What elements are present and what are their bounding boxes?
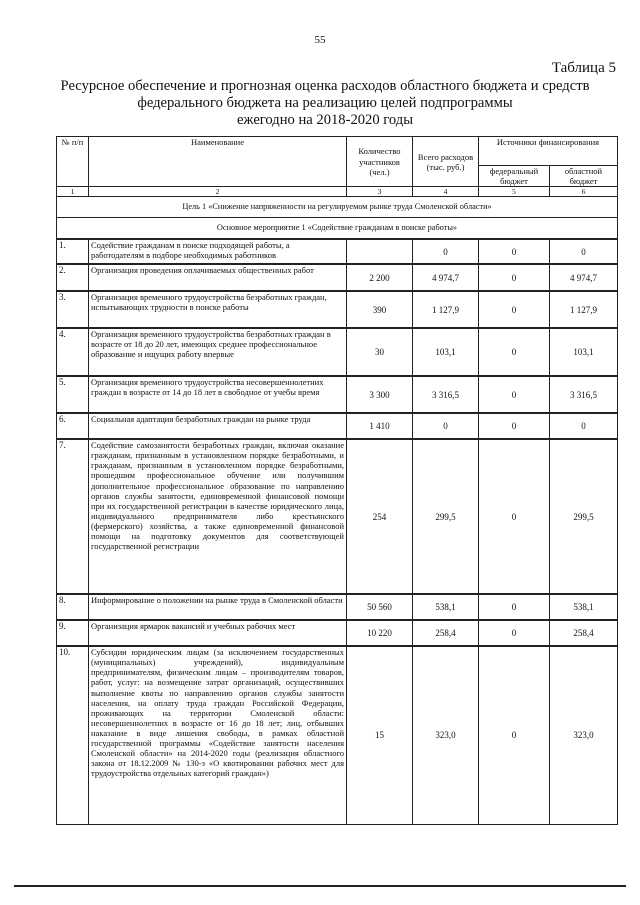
row-federal: 0 xyxy=(479,239,550,264)
row-total: 299,5 xyxy=(413,439,479,594)
row-total: 0 xyxy=(413,239,479,264)
row-federal: 0 xyxy=(479,264,550,291)
row-number: 2. xyxy=(57,264,89,291)
header-federal: федеральный бюджет xyxy=(479,166,550,187)
row-federal: 0 xyxy=(479,328,550,376)
row-total: 0 xyxy=(413,413,479,439)
row-name: Социальная адаптация безработных граждан на рынке труда xyxy=(89,413,347,439)
row-number: 3. xyxy=(57,291,89,328)
row-regional: 0 xyxy=(550,239,618,264)
row-regional: 3 316,5 xyxy=(550,376,618,413)
row-regional: 258,4 xyxy=(550,620,618,646)
column-number: 2 xyxy=(89,187,347,197)
row-name: Организация временного трудоустройства несовершеннолетних граждан в возрасте от 14 до 18 лет в свободное от учебы время xyxy=(89,376,347,413)
row-participants: 15 xyxy=(347,646,413,824)
row-total: 1 127,9 xyxy=(413,291,479,328)
row-federal: 0 xyxy=(479,620,550,646)
row-number: 6. xyxy=(57,413,89,439)
row-total: 538,1 xyxy=(413,594,479,620)
row-regional: 299,5 xyxy=(550,439,618,594)
row-number: 8. xyxy=(57,594,89,620)
row-total: 323,0 xyxy=(413,646,479,824)
goal-heading: Цель 1 «Снижение напряженности на регулируемом рынке труда Смоленской области» xyxy=(57,197,618,218)
row-federal: 0 xyxy=(479,376,550,413)
row-name: Организация ярмарок вакансий и учебных рабочих мест xyxy=(89,620,347,646)
row-name: Субсидии юридическим лицам (за исключением государственных (муниципальных) учреждений), индивидуальным предпринимателям, физическим лицам – производителям товаров, работ, услуг: на возмещение затрат организаций, осуществивших выполнение квоты по направлению органов службы занятости населения, на оплату труда граждан Российской Федерации, проживающих на территории Смоленской области: несовершеннолетних в возрасте от 16 до 18 лет; лиц, отбывших наказание в виде лишения свободы, в рамках областной государственной программы «Содействие занятости населения Смоленской области» на 2014-2020 годы (реализация областного закона от 18.12.2009 № 130-з «О квотировании рабочих мест для трудоустройства отдельных категорий граждан») xyxy=(89,646,347,824)
resource-table xyxy=(56,136,618,825)
header-participants: Количество участников (чел.) xyxy=(347,137,413,187)
page-number: 55 xyxy=(314,34,326,46)
row-regional: 323,0 xyxy=(550,646,618,824)
row-name: Организация временного трудоустройства безработных граждан в возрасте от 18 до 20 лет, имеющих среднее профессиональное образование и ищущих работу впервые xyxy=(89,328,347,376)
row-number: 4. xyxy=(57,328,89,376)
row-name: Содействие гражданам в поиске подходящей работы, а работодателям в подборе необходимых работников xyxy=(89,239,347,264)
row-participants: 50 560 xyxy=(347,594,413,620)
row-number: 1. xyxy=(57,239,89,264)
row-regional: 1 127,9 xyxy=(550,291,618,328)
bottom-rule xyxy=(14,885,626,887)
column-number: 5 xyxy=(479,187,550,197)
column-number: 1 xyxy=(57,187,89,197)
row-participants: 3 300 xyxy=(347,376,413,413)
header-regional: областной бюджет xyxy=(550,166,618,187)
header-sources: Источники финансирования xyxy=(479,137,618,166)
row-federal: 0 xyxy=(479,439,550,594)
row-federal: 0 xyxy=(479,413,550,439)
row-participants: 2 200 xyxy=(347,264,413,291)
row-participants: 10 220 xyxy=(347,620,413,646)
document-title xyxy=(40,78,610,129)
row-name: Содействие самозанятости безработных граждан, включая оказание гражданам, признанным в установленном порядке безработными, и гражданам, признанным в установленном порядке безработными, прошедшим профессиональное обучение или получившим дополнительное профессиональное образование по направлению органов службы занятости, единовременной финансовой помощи при их государственной регистрации в качестве юридического лица, индивидуального предпринимателя либо крестьянского (фермерского) хозяйства, а также единовременной финансовой помощи на подготовку документов для соответствующей государственной регистрации xyxy=(89,439,347,594)
row-regional: 0 xyxy=(550,413,618,439)
header-num: № п/п xyxy=(57,137,89,187)
column-number: 6 xyxy=(550,187,618,197)
row-total: 3 316,5 xyxy=(413,376,479,413)
title-line-2: федерального бюджета на реализацию целей подпрограммы xyxy=(137,95,513,111)
title-line-3: ежегодно на 2018-2020 годы xyxy=(236,112,414,128)
row-participants: 254 xyxy=(347,439,413,594)
header-name: Наименование xyxy=(89,137,347,187)
row-federal: 0 xyxy=(479,594,550,620)
row-federal: 0 xyxy=(479,646,550,824)
header-total: Всего расходов (тыс. руб.) xyxy=(413,137,479,187)
row-regional: 103,1 xyxy=(550,328,618,376)
column-number: 4 xyxy=(413,187,479,197)
row-number: 9. xyxy=(57,620,89,646)
row-number: 7. xyxy=(57,439,89,594)
column-number: 3 xyxy=(347,187,413,197)
row-regional: 538,1 xyxy=(550,594,618,620)
row-name: Информирование о положении на рынке труда в Смоленской области xyxy=(89,594,347,620)
row-total: 258,4 xyxy=(413,620,479,646)
row-number: 5. xyxy=(57,376,89,413)
row-regional: 4 974,7 xyxy=(550,264,618,291)
row-participants: 1 410 xyxy=(347,413,413,439)
row-federal: 0 xyxy=(479,291,550,328)
main-event-heading: Основное мероприятие 1 «Содействие гражданам в поиске работы» xyxy=(57,218,618,240)
row-number: 10. xyxy=(57,646,89,824)
row-total: 4 974,7 xyxy=(413,264,479,291)
title-line-1: Ресурсное обеспечение и прогнозная оценка расходов областного бюджета и средств xyxy=(60,78,590,94)
row-participants: 30 xyxy=(347,328,413,376)
row-name: Организация проведения оплачиваемых общественных работ xyxy=(89,264,347,291)
row-total: 103,1 xyxy=(413,328,479,376)
row-participants xyxy=(347,239,413,264)
row-name: Организация временного трудоустройства безработных граждан, испытывающих трудности в поиске работы xyxy=(89,291,347,328)
table-label: Таблица 5 xyxy=(551,60,616,76)
row-participants: 390 xyxy=(347,291,413,328)
